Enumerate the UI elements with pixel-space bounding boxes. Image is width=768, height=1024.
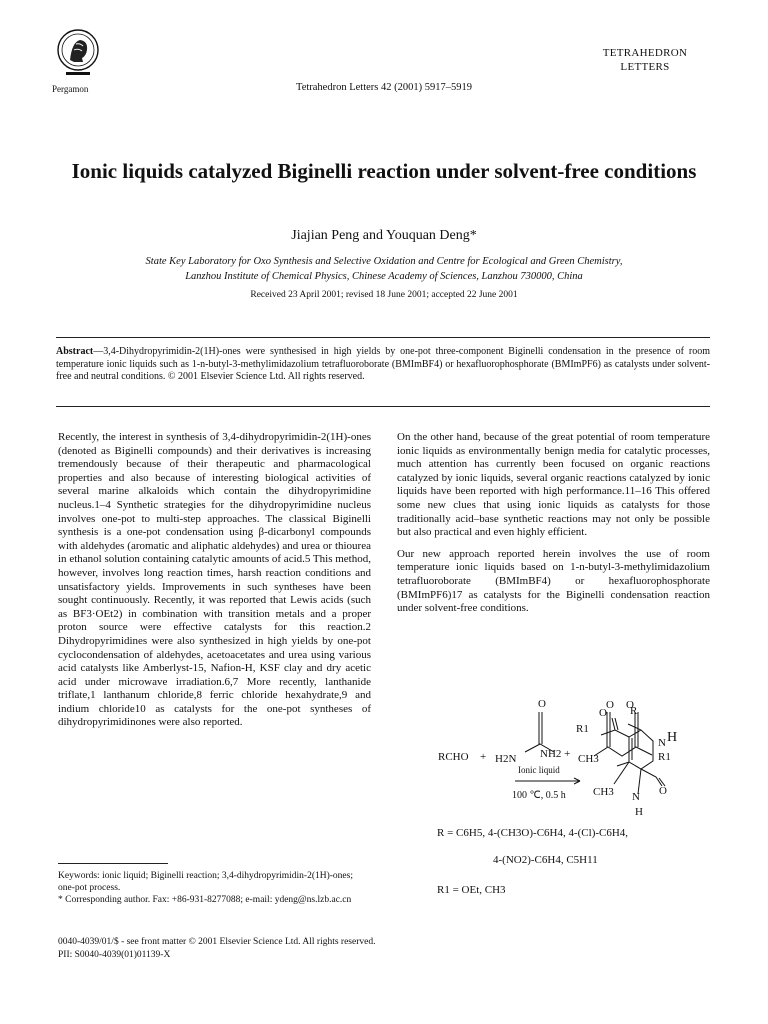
scheme-nh2: NH2 + [540,748,571,760]
scheme-ch3: CH3 [578,753,599,765]
issn-line: 0040-4039/01/$ - see front matter © 2001 Elsevier Science Ltd. All rights reserved. [58,937,376,947]
abstract [56,346,710,384]
footnote-rule [58,863,168,864]
bottom-info [58,936,375,961]
left-column [58,431,371,738]
scheme-r-definition-2: 4-(NO2)-C6H4, C5H11 [493,854,598,866]
scheme-r1-definition: R1 = OEt, CH3 [437,884,506,896]
scheme-h2: H [635,806,643,818]
scheme-r-definition-1: R = C6H5, 4-(CH3O)-C6H4, 4-(Cl)-C6H4, [437,827,629,839]
scheme-product-o2: O [659,785,667,797]
scheme-product-o: O [599,707,607,719]
scheme-n1: N [658,737,666,749]
scheme-conditions: 100 ℃, 0.5 h [512,790,566,801]
affiliation [60,254,708,284]
scheme-urea-o: O [538,698,546,710]
affiliation-line1: State Key Laboratory for Oxo Synthesis and Selective Oxidation and Centre for Ecological and Green Chemistry, [145,256,623,267]
scheme-product-r: R [630,705,638,717]
received-dates: Received 23 April 2001; revised 18 June 2001; accepted 22 June 2001 [250,290,518,300]
keywords: Keywords: ionic liquid; Biginelli reaction; 3,4-dihydropyrimidin-2(1H)-ones; one-pot process. [58,871,353,893]
abstract-bottom-rule [56,406,710,407]
scheme-plus: + [480,751,487,763]
scheme-product-ch3: CH3 [593,786,614,798]
body-paragraph: On the other hand, because of the great potential of room temperature ionic liquids as environmentally benign media for catalytic processes, much attention has currently been focused on organic reactions catalyzed by ionic liquids, several organic reactions catalyzed by ionic liquids have been reported with high performance.11–16 This offered some new clues that using ionic liquids as catalysts for those traditionally acid–base synthetic reactions may not only be possible but also practical and even highly efficient. [397,431,710,539]
body-paragraph: Recently, the interest in synthesis of 3,4-dihydropyrimidin-2(1H)-ones (denoted as Biginelli compounds) and their derivatives is increasing tremendously because of their therapeutic and pharmacological properties and also because of interesting biological activities of several marine alkaloids which contain the dihydropyrimidine nucleus.1–4 Synthetic strategies for the dihydropyrimidine nucleus involves one-pot to multi-step approaches. The classical Biginelli synthesis is a one-pot condensation using β-dicarbonyl compounds with aldehydes (aromatic and aliphatic aldehydes) and urea or thiourea in ethanol solution containing catalytic amounts of acid.5 This method, however, involves long reaction times, harsh reaction conditions and unsatisfactory yields. Improvements in such syntheses have been sought continuously. Recently, it was reported that Lewis acids (such as BF3·OEt2) in combination with transition metals and a proper proton source were effective catalysts for this reaction.2 Dihydropyrimidines were also synthesized in high yields by one-pot cyclocondensation of aldehydes, acetoacetates and urea using various acid catalysts like Amberlyst-15, Nafion-H, KSF clay and dry acetic acid under microwave irradiation.6,7 More recently, lanthanide triflate,1 lanthanum chloride,8 ferric chloride hexahydrate,9 and indium chloride10 as catalysts for the one-pot syntheses of dihydropyrimidinones were also reported. [58,431,371,729]
pii-line: PII: S0040-4039(01)01139-X [58,949,171,960]
journal-name-line2: LETTERS [620,61,670,73]
scheme-product-r1: R1 [576,723,589,735]
footnotes [58,870,371,906]
body-paragraph: Our new approach reported herein involves the use of room temperature ionic liquids based on 1-n-butyl-3-methylimidazolium tetrafluoroborate (BMImBF4) or hexafluorophosphorate (BMImPF6)17 as catalysts for the Biginelli condensation reaction under solvent-free conditions. [397,547,710,615]
authors: Jiajian Peng and Youquan Deng* [291,228,477,243]
scheme-keto-o1: O [606,699,614,711]
elsevier-tree-logo [56,28,100,80]
scheme-keto-o2: O [626,699,634,711]
affiliation-line2: Lanzhou Institute of Chemical Physics, Chinese Academy of Sciences, Lanzhou 730000, China [185,271,583,282]
scheme-r1: R1 [658,751,671,763]
scheme-rcho: RCHO [438,751,469,763]
scheme-h1: H [667,730,678,745]
scheme-catalyst: Ionic liquid [518,765,560,775]
abstract-text: —3,4-Dihydropyrimidin-2(1H)-ones were synthesised in high yields by one-pot three-component Biginelli condensation in the presence of room temperature ionic liquids such as 1-n-butyl-3-methylimidazolium tetrafluoroborate (BMImBF4) or hexafluorophosphorate (BMImPF6) as catalysts under solvent-free and neutral conditions. © 2001 Elsevier Science Ltd. All rights reserved. [56,346,710,383]
corresponding-author: * Corresponding author. Fax: +86-931-8277088; e-mail: ydeng@ns.lzb.ac.cn [58,895,352,905]
journal-citation: Tetrahedron Letters 42 (2001) 5917–5919 [296,82,472,93]
publisher-name: Pergamon [52,84,89,94]
abstract-top-rule [56,337,710,338]
right-column [397,431,710,624]
reaction-scheme [430,690,720,910]
paper-title: Ionic liquids catalyzed Biginelli reaction under solvent-free conditions [71,159,697,183]
journal-name-line1: TETRAHEDRON [602,47,688,59]
journal-name [580,46,710,74]
scheme-h2n: H2N [495,753,517,765]
scheme-n2: N [632,791,640,803]
abstract-label: Abstract [56,346,94,357]
